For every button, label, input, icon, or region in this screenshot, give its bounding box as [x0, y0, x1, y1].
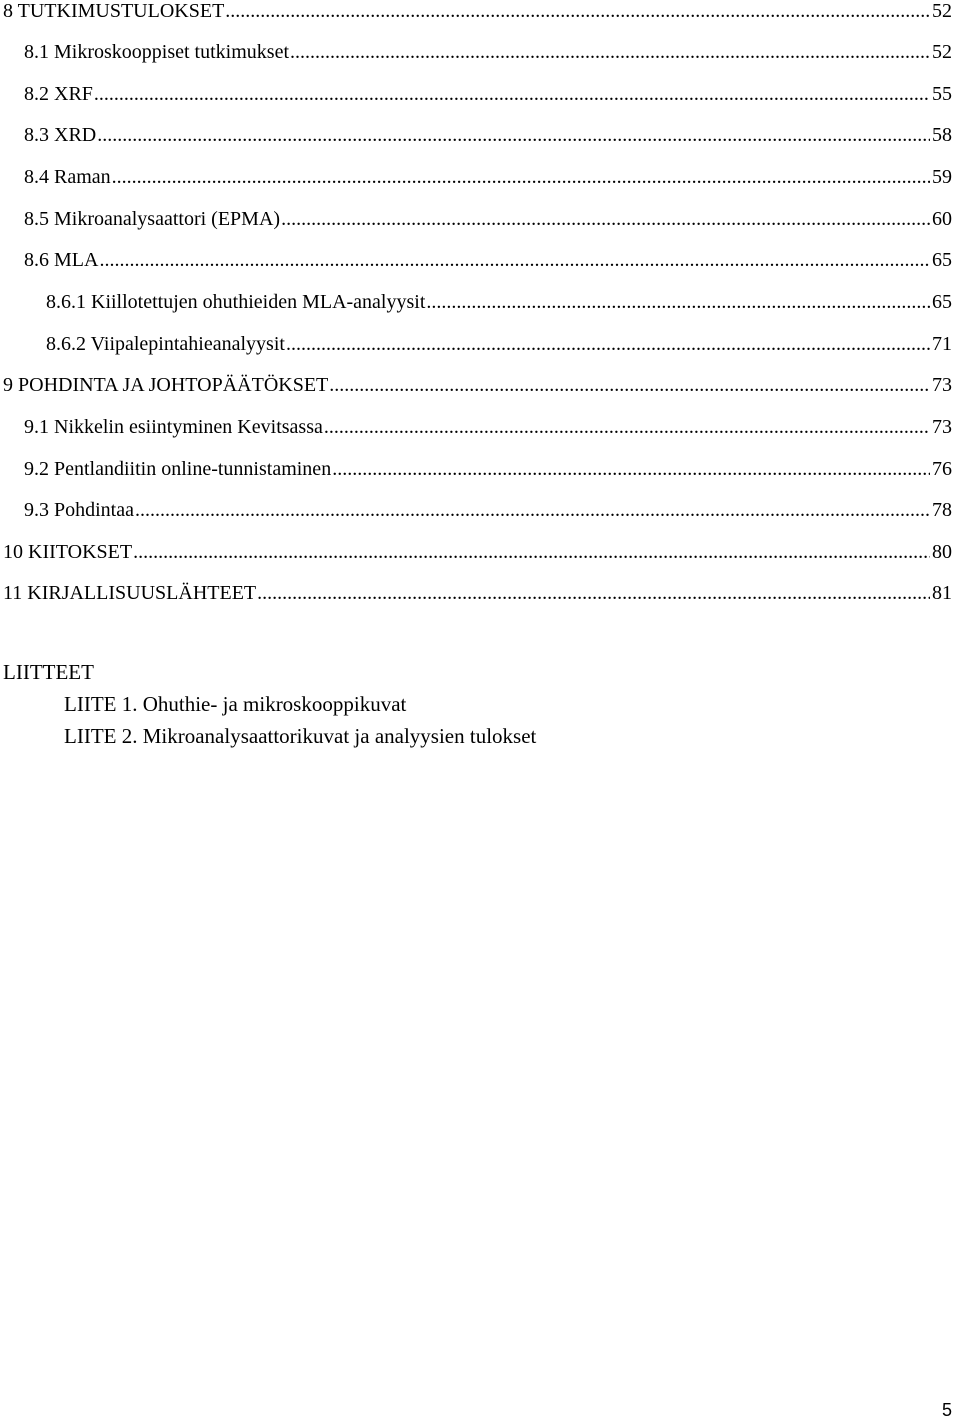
toc-entry-label: 8.4 Raman — [24, 166, 111, 188]
toc-entry — [24, 245, 952, 275]
toc-page-number: 55 — [932, 83, 952, 105]
toc-page-number: 80 — [932, 541, 952, 563]
toc-dot-leader — [257, 578, 930, 608]
toc-entry — [24, 120, 952, 150]
toc-entry-label: 9.3 Pohdintaa — [24, 499, 134, 521]
appendices-heading: LIITTEET — [3, 660, 94, 684]
toc-entry-label: 8.6.2 Viipalepintahieanalyysit — [46, 333, 285, 355]
toc-dot-leader — [99, 245, 930, 275]
toc-entry — [24, 79, 952, 109]
toc-entry — [46, 287, 952, 317]
toc-dot-leader — [135, 495, 930, 525]
toc-entry-label: 11 KIRJALLISUUSLÄHTEET — [3, 582, 257, 604]
toc-entry-label: 8.1 Mikroskooppiset tutkimukset — [24, 41, 289, 63]
toc-entry-label: 9 POHDINTA JA JOHTOPÄÄTÖKSET — [3, 374, 329, 396]
toc-entry — [3, 537, 952, 567]
toc-page-number: 60 — [932, 208, 952, 230]
toc-entry-label: 10 KIITOKSET — [3, 541, 133, 563]
toc-dot-leader — [94, 79, 930, 109]
toc-page-number: 81 — [932, 582, 952, 604]
toc-entry — [3, 370, 952, 400]
appendix-item: LIITE 2. Mikroanalysaattorikuvat ja analyysien tulokset — [64, 724, 537, 748]
toc-dot-leader — [332, 454, 930, 484]
toc-entry — [46, 329, 952, 359]
toc-entry — [24, 412, 952, 442]
toc-entry — [3, 0, 952, 26]
toc-dot-leader — [329, 370, 930, 400]
toc-entry — [24, 454, 952, 484]
toc-page-number: 52 — [932, 41, 952, 63]
toc-dot-leader — [324, 412, 930, 442]
toc-dot-leader — [225, 0, 930, 26]
toc-entry — [24, 162, 952, 192]
toc-page-number: 58 — [932, 124, 952, 146]
toc-dot-leader — [112, 162, 930, 192]
toc-entry-label: 9.1 Nikkelin esiintyminen Kevitsassa — [24, 416, 323, 438]
toc-entry-label: 8.6 MLA — [24, 249, 99, 271]
toc-dot-leader — [290, 37, 930, 67]
toc-page-number: 73 — [932, 374, 952, 396]
toc-entry-label: 8.3 XRD — [24, 124, 97, 146]
toc-entry-label: 8 TUTKIMUSTULOKSET — [3, 0, 225, 22]
appendix-item: LIITE 1. Ohuthie- ja mikroskooppikuvat — [64, 692, 407, 716]
toc-dot-leader — [426, 287, 930, 317]
page-number: 5 — [941, 1400, 952, 1420]
toc-page-number: 76 — [932, 458, 952, 480]
toc-page-number: 71 — [932, 333, 952, 355]
toc-dot-leader — [133, 537, 930, 567]
toc-dot-leader — [97, 120, 930, 150]
toc-entry-label: 8.2 XRF — [24, 83, 93, 105]
toc-entry-label: 8.5 Mikroanalysaattori (EPMA) — [24, 208, 281, 230]
toc-page-number: 73 — [932, 416, 952, 438]
toc-entry-label: 9.2 Pentlandiitin online-tunnistaminen — [24, 458, 332, 480]
toc-entry-label: 8.6.1 Kiillotettujen ohuthieiden MLA-analyysit — [46, 291, 426, 313]
toc-dot-leader — [286, 329, 930, 359]
toc-page-number: 52 — [932, 0, 952, 22]
toc-dot-leader — [281, 204, 930, 234]
toc-page-number: 59 — [932, 166, 952, 188]
toc-entry — [24, 204, 952, 234]
toc-page-number: 78 — [932, 499, 952, 521]
toc-page-number: 65 — [932, 291, 952, 313]
toc-entry — [24, 495, 952, 525]
toc-entry — [24, 37, 952, 67]
toc-page-number: 65 — [932, 249, 952, 271]
toc-entry — [3, 578, 952, 608]
